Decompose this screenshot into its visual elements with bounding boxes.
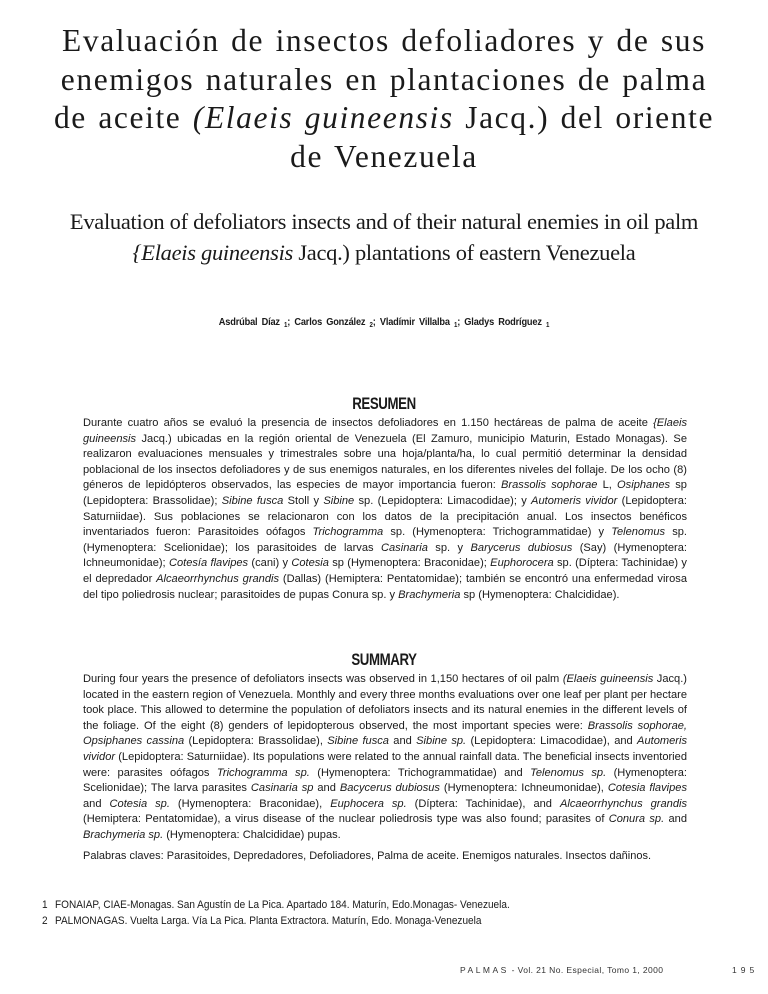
resumen-heading: RESUMEN [352, 394, 416, 413]
text-run: (cani) y [248, 557, 292, 570]
species-name: Brachymeria [398, 588, 461, 601]
text-run: sp (Hymenoptera: Braconidae); [328, 557, 491, 570]
species-name: Alcaeorrhynchus grandis [156, 572, 280, 585]
text-run: sp. y [427, 541, 471, 554]
species-name: Cotesia sp. [109, 797, 170, 810]
text-run: (Say) (Hymenoptera: Ichneumonidae); [83, 541, 688, 570]
paper-title-english [20, 206, 748, 268]
species-name: {Elaeis guineensis [83, 417, 687, 445]
author-name: Carlos González [294, 316, 366, 328]
author-affiliation: 1 [453, 322, 458, 329]
journal-citation [460, 965, 663, 975]
text-run: Stoll y [283, 494, 324, 507]
species-name: Casinaria [381, 541, 428, 554]
species-name: Bacycerus dubiosus [339, 782, 440, 795]
footnote [42, 898, 656, 914]
footnote-number: 2 [42, 914, 48, 927]
species-name: Sibine sp. [416, 735, 467, 748]
keywords: Palabras claves: Parasitoides, Depredadores, Defoliadores, Palma de aceite. Enemigos naturales. Insectos dañinos. [83, 850, 652, 862]
text-run: (Dallas) (Hemiptera: Pentatomidae); también se encontró una enfermedad virosa del tipo poliedrosis nuclear; parasitoides de pupas Conura sp. y [83, 572, 687, 601]
species-name: Euphocera sp. [330, 797, 407, 810]
species-name: Trichogramma sp. [216, 766, 310, 779]
species-name: Sibine fusca [221, 494, 284, 507]
text-run: Jacq.) located in the eastern region of Venezuela. Monthly and every three months evaluations over one leaf per plant per hectare took place. This allowed to determine the population of defoliators insects and its natural enemies in the different levels of the foliage. Of the eight (8) genders of lepidopterous observed, the most important species were: [83, 673, 688, 732]
text-run: Durante cuatro años se evaluó la presencia de insectos defoliadores en 1.150 hectáreas de palma de aceite [83, 417, 654, 429]
author-name: Vladímir Villalba [379, 316, 450, 328]
text-run: sp. (Hymenoptera: Scelionidae); los parasitoides de larvas [83, 526, 687, 554]
text-run: sp. (Lepidoptera: Limacodidae); y [354, 494, 532, 507]
journal-name: PALMAS [460, 965, 509, 975]
text-run: sp. (Hymenoptera: Trichogrammatidae) y [383, 526, 612, 539]
species-name: Automeris vividor [83, 735, 687, 763]
author-list [46, 316, 722, 329]
species-name: Barycerus dubiosus [470, 541, 573, 554]
text-run: and [313, 782, 340, 795]
text-run: (Hemiptera: Pentatomidae), a virus disease of the nuclear poliedrosis type was also found; parasites of [83, 813, 609, 826]
title-en-part1: Evaluation of defoliators insects and of their natural enemies in oil palm [69, 209, 699, 234]
citation-details: Vol. 21 No. Especial, Tomo 1, 2000 [517, 965, 664, 975]
text-run: (Hymenoptera: Ichneumonidae), [439, 782, 608, 795]
text-run: (Hymenoptera: Scelionidae); The larva parasites [83, 766, 687, 795]
species-name: Cotesia flavipes [607, 782, 688, 795]
paper-title-spanish [40, 22, 728, 176]
species-name: (Elaeis guineensis [562, 673, 654, 685]
resumen-body [83, 416, 687, 603]
text-run: (Díptera: Tachinidae), and [406, 797, 560, 810]
species-name: Conura sp. [608, 813, 665, 826]
affiliation-footnotes [42, 898, 656, 929]
text-run: sp (Lepidoptera: Brassolidae); [83, 479, 687, 507]
footnote-number: 1 [42, 899, 48, 911]
species-name: Alcaeorrhynchus grandis [559, 797, 687, 810]
summary-heading: SUMMARY [351, 650, 417, 669]
title-en-part2: Jacq.) plantations of eastern Venezuela [293, 240, 636, 265]
species-name: Telenomus [611, 526, 666, 539]
author-affiliation: 2 [369, 322, 373, 329]
author-separator: ; [287, 316, 295, 328]
page-number: 195 [732, 965, 759, 975]
species-name: Automeris vividor [531, 494, 618, 507]
species-name: Casinaria sp [250, 782, 314, 795]
title-es-part1: Evaluación de insectos defoliadores y de sus enemigos naturales en plantaciones de palma de aceite [53, 23, 708, 135]
summary-body [83, 672, 687, 844]
author-affiliation: 1 [545, 322, 550, 329]
title-es-species: (Elaeis guineensis [192, 100, 454, 135]
author-separator: ; [457, 316, 465, 328]
text-run: and [83, 797, 110, 810]
species-name: Euphorocera [490, 557, 554, 570]
author-separator: ; [372, 316, 380, 328]
text-run: L, [597, 479, 618, 492]
footnote [42, 914, 656, 930]
text-run: (Lepidoptera: Brassolidae), [184, 735, 328, 748]
text-run: sp. (Díptera: Tachinidae) y el depredador [83, 557, 687, 585]
footnote-text: PALMONAGAS. Vuelta Larga. Vía La Pica. Planta Extractora. Maturín, Edo. Monaga-Venezuela [55, 914, 482, 927]
text-run: (Hymenoptera: Trichogrammatidae) and [309, 766, 531, 779]
text-run: and [388, 735, 417, 748]
text-run: and [664, 813, 687, 826]
text-run: (Lepidoptera: Saturniidae). Its populations were related to the annual rainfall data. The beneficial insects inventoried were: parasites oófagos [83, 750, 687, 779]
species-name: Trichogramma [312, 526, 384, 539]
species-name: Cotesia [291, 557, 329, 570]
title-en-species: {Elaeis guineensis [132, 240, 293, 265]
species-name: Brassolis sophorae [501, 479, 598, 492]
species-name: Osiphanes [617, 479, 671, 492]
species-name: Brachymeria sp. [83, 828, 164, 841]
author-name: Asdrúbal Díaz [218, 316, 280, 328]
species-name: Brassolis sophorae, Opsiphanes cassina [83, 719, 687, 748]
text-run: (Hymenoptera: Braconidae), [169, 797, 331, 810]
author-affiliation: 1 [284, 322, 288, 329]
text-run: (Lepidoptera: Limacodidae), and [466, 735, 638, 748]
citation-separator: - [508, 965, 518, 975]
text-run: (Hymenoptera: Chalcididae) pupas. [163, 828, 341, 841]
text-run: During four years the presence of defoliators insects was observed in 1,150 hectares of oil palm [83, 673, 563, 685]
text-run: sp (Hymenoptera: Chalcididae). [460, 588, 620, 601]
text-run: (Lepidoptera: Saturniidae). Sus poblaciones se relacionaron con los datos de la precipitación anual. Los insectos benéficos inventariados fueron: Parasitoides oófagos [83, 494, 688, 539]
author-name: Gladys Rodríguez [464, 316, 542, 328]
species-name: Cotesía flavipes [168, 557, 249, 570]
text-run: Jacq.) ubicadas en la región oriental de Venezuela (El Zamuro, municipio Maturin, Estado Monagas). Se realizaron evaluaciones mensuales y trimestrales sobre una hoja/planta/ha, lo cual permitió determinar la densidad poblacional de los insectos defoliadores y de sus enemigos naturales, en los diferentes niveles del follaje. De los ocho (8) géneros de lepidópteros observados, las especies de mayor importancia fueron: [83, 432, 687, 492]
footnote-text: FONAIAP, CIAE-Monagas. San Agustín de La Pica. Apartado 184. Maturín, Edo.Monagas- Venezuela. [55, 899, 510, 911]
species-name: Sibine [323, 494, 355, 507]
title-es-part2: Jacq.) del oriente de Venezuela [290, 100, 715, 174]
species-name: Sibine fusca [327, 735, 389, 748]
species-name: Telenomus sp. [530, 766, 607, 779]
